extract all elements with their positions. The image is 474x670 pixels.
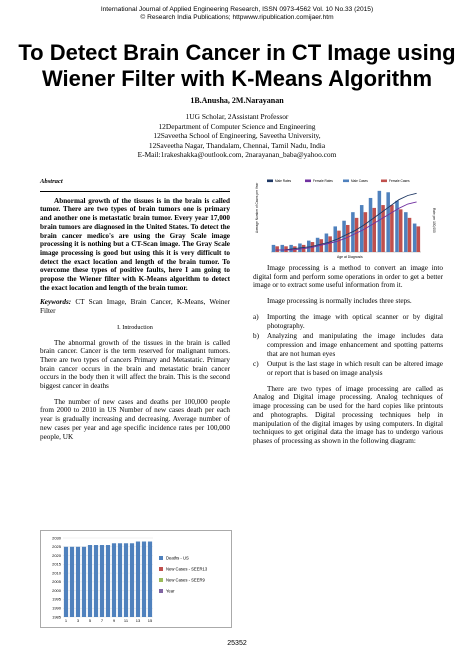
y-tick-label: 2020 xyxy=(52,552,61,558)
paper-title-line2: Wiener Filter with K-Means Algorithm xyxy=(41,66,433,91)
keywords-label: Keywords: xyxy=(40,298,72,307)
bar xyxy=(118,543,122,617)
bar-male-cases xyxy=(281,245,285,252)
legend-swatch xyxy=(159,578,163,582)
y-tick-label: 2015 xyxy=(52,561,61,567)
y-tick-label: 2030 xyxy=(52,535,61,541)
legend-label: New Cases - SEER9 xyxy=(166,577,205,583)
steps-list xyxy=(253,313,443,378)
legend-label: Deaths - US xyxy=(166,555,189,561)
y-tick-label: 2005 xyxy=(52,579,61,585)
legend-swatch xyxy=(159,556,163,560)
bar xyxy=(82,547,86,617)
x-tick-label: 1 xyxy=(64,618,68,623)
legend-label: Male Rates xyxy=(275,179,292,183)
right-column xyxy=(253,264,443,453)
bar-male-cases xyxy=(360,205,364,252)
bar-female-cases xyxy=(346,225,350,252)
bar xyxy=(112,543,116,617)
bar-female-cases xyxy=(275,246,279,252)
bar-female-cases xyxy=(328,236,332,252)
list-text: Output is the last stage in which result can be altered image or report that is based on image analysis xyxy=(267,360,443,378)
age-chart-ylabel-right: Rate per 100,000 xyxy=(432,208,436,233)
bar-female-cases xyxy=(399,209,403,252)
journal-header-line2: © Research India Publications; httpwww.ripublication.comijaer.htm xyxy=(140,14,334,21)
bar-female-cases xyxy=(364,212,368,252)
cases-deaths-chart xyxy=(40,530,232,628)
x-tick-label: 3 xyxy=(76,618,80,623)
list-text: Analyzing and manipulating the image includes data compression and image enhancement and spotting patterns that are not human eyes xyxy=(267,332,443,358)
y-tick-label: 2025 xyxy=(52,544,61,550)
bar xyxy=(142,542,146,617)
legend-swatch xyxy=(159,567,163,571)
keywords-text: CT Scan Image, Brain Cancer, K-Means, Weiner Filter xyxy=(40,298,230,316)
list-item xyxy=(253,360,443,377)
x-tick-label: 9 xyxy=(112,618,116,623)
abstract-heading: Abstract xyxy=(40,178,63,185)
left-column xyxy=(40,178,230,448)
y-tick-label: 1995 xyxy=(52,596,61,602)
age-chart-xlabel: Age at Diagnosis xyxy=(337,255,363,259)
y-tick-label: 2010 xyxy=(52,570,61,576)
right-paragraph-3: There are two types of image processing are called as Analog and Digital image processing. Analog techniques of image processing can be used for the hard copies like printouts and photographs. Digital processing techniques help in manipulation of the digital images by using computers. In digital techniques to get original data the image has to undergo various phases of processing as shown in the following diagram: xyxy=(253,384,443,445)
bar-female-cases xyxy=(355,218,359,252)
affiliation-line: E-Mail:1rakeshakka@outlook.com, 2narayanan_baba@yahoo.com xyxy=(137,150,337,160)
legend-swatch xyxy=(267,180,273,183)
intro-paragraph-2: The number of new cases and deaths per 100,000 people from 2000 to 2010 in US Number of new cases death per each year is gradually increasing and decreasing. Average number of new cases per year and age specific incidence rates per 100,000 people, UK xyxy=(40,397,230,441)
list-text: Importing the image with optical scanner or by digital photography. xyxy=(267,312,443,330)
x-tick-label: 7 xyxy=(100,618,104,623)
bar xyxy=(106,545,110,617)
legend-label: New Cases - SEER13 xyxy=(166,566,208,572)
journal-header xyxy=(0,6,474,22)
intro-paragraph-1: The abnormal growth of the tissues in the brain is called brain cancer. Cancer is the term reserved for malignant tumors. There are two types of cancers Primary and Metastatic. Primary brain cancer occurs in the brain and metastatic brain cancer occurs in the body then it will affect the brain. This is the second biggest cancer in deaths xyxy=(40,338,230,391)
bar-male-cases xyxy=(378,191,382,252)
legend-label: Year xyxy=(166,588,175,594)
authors: 1B.Anusha, 2M.Narayanan xyxy=(190,96,284,105)
affiliation-line: 12Saveetha Nagar, Thandalam, Chennai, Tamil Nadu, India xyxy=(148,140,326,150)
y-tick-label: 2000 xyxy=(52,587,61,593)
affiliation-line: 12Department of Computer Science and Engineering xyxy=(158,121,316,131)
bar xyxy=(130,543,134,617)
keywords xyxy=(40,298,230,315)
legend-swatch xyxy=(343,180,349,183)
bar xyxy=(100,545,104,617)
paper-title-line1: To Detect Brain Cancer in CT Image using xyxy=(18,40,456,65)
legend-label: Male Cases xyxy=(351,179,368,183)
bar-male-cases xyxy=(272,245,276,252)
list-marker: c) xyxy=(253,360,259,369)
bar-male-cases xyxy=(386,192,390,252)
list-item xyxy=(253,332,443,358)
age-incidence-chart xyxy=(253,178,443,260)
abstract-text: Abnormal growth of the tissues is in the brain is called tumor. There are two types of brain tumors one is primary and another one is metastatic brain tumor. Every year 17,000 brain tumors are diagnosed in the United States. To detect the brain cancer medico's are using the Gray Scale image processing it is nothing but a CT-Scan image. The Gray Scale image processing is good but using this it is very difficult to detect the exact location and length of the brain tumor. To overcome these types of positive faults, here I am going to propose the Wiener filter with K-Means algorithm to detect the exact location and length of the brain tumor. xyxy=(40,196,230,292)
list-marker: b) xyxy=(253,332,259,341)
x-tick-label: 5 xyxy=(88,618,92,623)
legend-label: Female Cases xyxy=(389,179,410,183)
y-tick-label: 1990 xyxy=(52,605,61,611)
bar xyxy=(70,547,74,617)
bar xyxy=(88,545,92,617)
journal-header-line1: International Journal of Applied Engineering Research, ISSN 0973-4562 Vol. 10 No.33 (2015) xyxy=(100,6,374,13)
bar xyxy=(64,547,68,617)
bar-female-cases xyxy=(408,218,412,252)
right-paragraph-2: Image processing is normally includes three steps. xyxy=(267,297,412,306)
bar xyxy=(76,547,80,617)
bar-male-cases xyxy=(413,224,417,252)
x-tick-label: 13 xyxy=(135,618,141,623)
section-heading-introduction: I. Introduction xyxy=(117,323,153,331)
y-tick-label: 1985 xyxy=(52,614,61,620)
legend-swatch xyxy=(305,180,311,183)
legend-swatch xyxy=(159,589,163,593)
list-item xyxy=(253,313,443,330)
affiliation-line: 12Saveetha School of Engineering, Saveetha University, xyxy=(153,131,321,141)
x-tick-label: 11 xyxy=(123,618,129,623)
affiliations xyxy=(0,112,474,160)
abstract-divider xyxy=(40,191,230,192)
legend-label: Female Rates xyxy=(313,179,333,183)
page-number: 25352 xyxy=(227,640,247,647)
right-paragraph-1: Image processing is a method to convert an image into digital form and perform some operations in order to get a better image or to extract some useful information from it. xyxy=(253,264,443,290)
bar xyxy=(124,543,128,617)
bar xyxy=(136,542,140,617)
bar-female-cases xyxy=(372,208,376,252)
list-marker: a) xyxy=(253,312,259,321)
legend-swatch xyxy=(381,180,387,183)
bar-female-cases xyxy=(417,226,421,252)
paper-title xyxy=(0,40,474,92)
bar-male-cases xyxy=(404,212,408,252)
x-tick-label: 15 xyxy=(147,618,153,623)
bar-male-cases xyxy=(307,241,311,252)
bar xyxy=(94,545,98,617)
age-chart-ylabel-left: Average Number of Cases per Year xyxy=(255,182,259,233)
affiliation-line: 1UG Scholar, 2Assistant Professor xyxy=(185,112,289,121)
bar xyxy=(148,542,152,617)
